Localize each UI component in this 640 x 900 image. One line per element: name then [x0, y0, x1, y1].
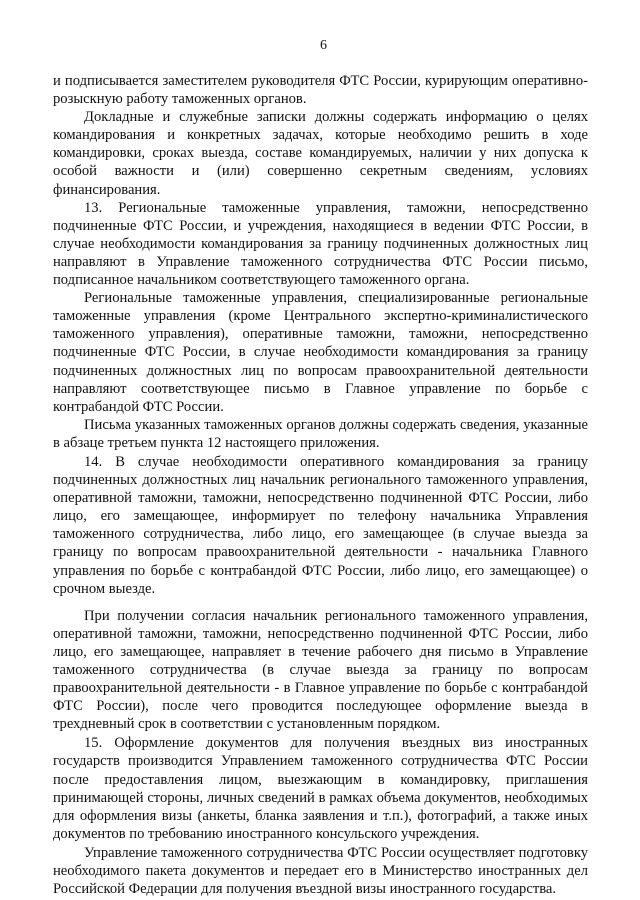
paragraph-approval: При получении согласия начальник регионального таможенного управления, оперативной таможни, таможни, непосредственно подчиненной ФТС России, либо лицо, его замещающее, направляет в течение рабочего дня письмо в Управление таможенного сотрудничества (в случае выезда за границу по вопросам правоохранительной деятельности - в Главное управление по борьбе с контрабандой ФТС России), после чего проводится последующее оформление выезда в трехдневный срок в соответствии с установленным порядком.: [53, 607, 588, 733]
paragraph-item-14: 14. В случае необходимости оперативного командирования за границу подчиненных должностных лиц начальник регионального таможенного управления, оперативной таможни, таможни, непосредственно подчиненной ФТС России, либо лицо, его замещающее, информирует по телефону начальника Управления таможенного сотрудничества, либо лицо, его замещающее (в случае выезда за границу по вопросам правоохранительной деятельности - начальника Главного управления по борьбе с контрабандой ФТС России, либо лицо, его замещающее) о срочном выезде.: [53, 453, 588, 597]
paragraph-regional-administrations: Региональные таможенные управления, специализированные региональные таможенные управления (кроме Центрального экспертно-криминалистического таможенного управления), оперативные таможни, таможни, непосредственно подчиненные ФТС России, в случае необходимости командирования за границу подчиненных должностных лиц по вопросам правоохранительной деятельности направляют соответствующее письмо в Главное управление по борьбе с контрабандой ФТС России.: [53, 290, 588, 415]
paragraph-item-15: 15. Оформление документов для получения въездных виз иностранных государств производится Управлением таможенного сотрудничества ФТС России после предоставления лицом, выезжающим в командировку, приглашения принимающей стороны, личных сведений в рамках объема документов, необходимых для оформления визы (анкеты, бланка заявления и т.п.), фотографий, а также иных документов по требованию иностранного консульского учреждения.: [53, 735, 588, 842]
paragraph-visa-package: Управление таможенного сотрудничества ФТС России осуществляет подготовку необходимого пакета документов и передает его в Министерство иностранных дел Российской Федерации для получения въездной визы иностранного государства.: [53, 844, 588, 898]
paragraph-letters-content: Письма указанных таможенных органов должны содержать сведения, указанные в абзаце третьем пункта 12 настоящего приложения.: [53, 416, 588, 451]
paragraph-memo-content: Докладные и служебные записки должны содержать информацию о целях командирования и конкретных задачах, которые необходимо решить в ходе командировки, сроках выезда, составе командируемых, наличии у них допуска к особой важности и (или) совершенно секретным сведениям, условиях финансирования.: [53, 109, 588, 198]
page-number: 6: [320, 38, 327, 53]
paragraph-continuation: и подписывается заместителем руководителя ФТС России, курирующим оперативно-розыскную работу таможенных органов.: [53, 73, 588, 108]
paragraph-item-13: 13. Региональные таможенные управления, таможни, непосредственно подчиненные ФТС России, и учреждения, находящиеся в ведении ФТС России, в случае необходимости командирования за границу подчиненных должностных лиц направляют в Управление таможенного сотрудничества ФТС России письмо, подписанное начальником соответствующего таможенного органа.: [53, 199, 588, 289]
document-page: [53, 38, 588, 898]
